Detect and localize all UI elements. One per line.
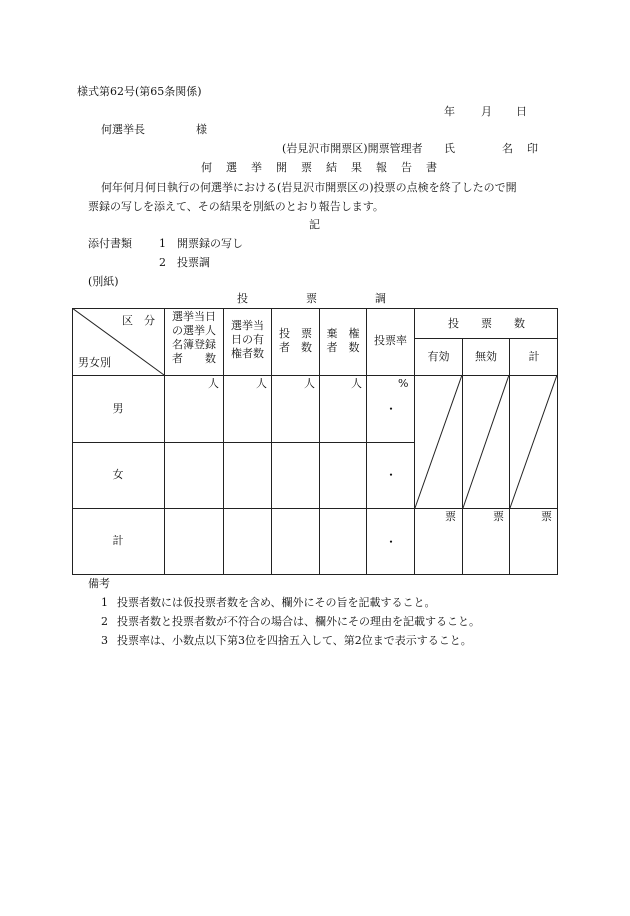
header-registered-voters: 選挙当日 の選挙人 名簿登録 者 数 — [172, 310, 216, 365]
turnout-dot-male: ・ — [385, 402, 398, 416]
attachment-2-text: 投票調 — [177, 256, 210, 269]
header-valid: 有効 — [427, 350, 450, 363]
ki-heading: 記 — [309, 218, 320, 231]
note-1-text: 投票者数には仮投票者数を含め、欄外にその旨を記載すること。 — [117, 596, 436, 609]
unit-vote-valid: 票 — [445, 510, 456, 523]
header-kubun: 区 分 — [122, 314, 155, 327]
sender-seal: 印 — [527, 142, 538, 155]
header-eligible-voters: 選挙当 日の有 権者数 — [231, 319, 264, 360]
header-voters: 投 票 者 数 — [279, 327, 312, 354]
note-1-num: 1 — [101, 596, 108, 609]
sender-name-label-2: 名 — [502, 142, 513, 155]
turnout-dot-female: ・ — [385, 468, 398, 482]
note-2-num: 2 — [101, 615, 108, 628]
form-number: 様式第62号(第65条関係) — [77, 85, 202, 98]
date-month: 月 — [481, 105, 492, 118]
attachments-label: 添付書類 — [88, 237, 132, 250]
header-abstainers: 棄 権 者 数 — [326, 327, 360, 354]
header-turnout: 投票率 — [374, 334, 407, 347]
unit-person-2: 人 — [256, 377, 267, 390]
row-label-female: 女 — [112, 468, 124, 481]
date-day: 日 — [516, 105, 527, 118]
unit-vote-total: 票 — [541, 510, 552, 523]
notes-heading: 備考 — [88, 577, 110, 590]
table-title: 投票調 — [237, 292, 444, 305]
sender-name-label-1: 氏 — [444, 142, 455, 155]
note-2-text: 投票者数と投票者数が不符合の場合は、欄外にその理由を記載すること。 — [117, 615, 480, 628]
unit-person-4: 人 — [351, 377, 362, 390]
unit-percent: % — [398, 377, 409, 390]
addressee-name: 何選挙長 — [101, 123, 145, 136]
body-line-2: 票録の写しを添えて、その結果を別紙のとおり報告します。 — [88, 200, 384, 213]
row-label-total: 計 — [112, 534, 124, 547]
document-title: 何選挙開票結果報告書 — [201, 161, 451, 174]
vote-survey-table — [72, 308, 558, 575]
note-3-text: 投票率は、小数点以下第3位を四捨五入して、第2位まで表示すること。 — [117, 634, 472, 647]
attachment-1-text: 開票録の写し — [177, 237, 243, 250]
sender-org: (岩見沢市開票区)開票管理者 — [282, 142, 423, 155]
header-votes: 投 票 数 — [448, 317, 525, 330]
header-votes-total: 計 — [528, 350, 540, 363]
betsushi-label: (別紙) — [88, 275, 119, 288]
body-line-1: 何年何月何日執行の何選挙における(岩見沢市開票区の)投票の点検を終了したので開 — [101, 181, 517, 194]
attachment-1-num: 1 — [159, 237, 166, 250]
turnout-dot-total: ・ — [385, 535, 398, 549]
row-label-male: 男 — [112, 402, 124, 415]
unit-person-3: 人 — [304, 377, 315, 390]
header-danjo: 男女別 — [78, 356, 111, 369]
addressee-honorific: 様 — [196, 123, 207, 136]
note-3-num: 3 — [101, 634, 108, 647]
date-year: 年 — [444, 105, 455, 118]
unit-person-1: 人 — [208, 377, 219, 390]
header-invalid: 無効 — [475, 350, 497, 363]
unit-vote-invalid: 票 — [493, 510, 504, 523]
attachment-2-num: 2 — [159, 256, 166, 269]
